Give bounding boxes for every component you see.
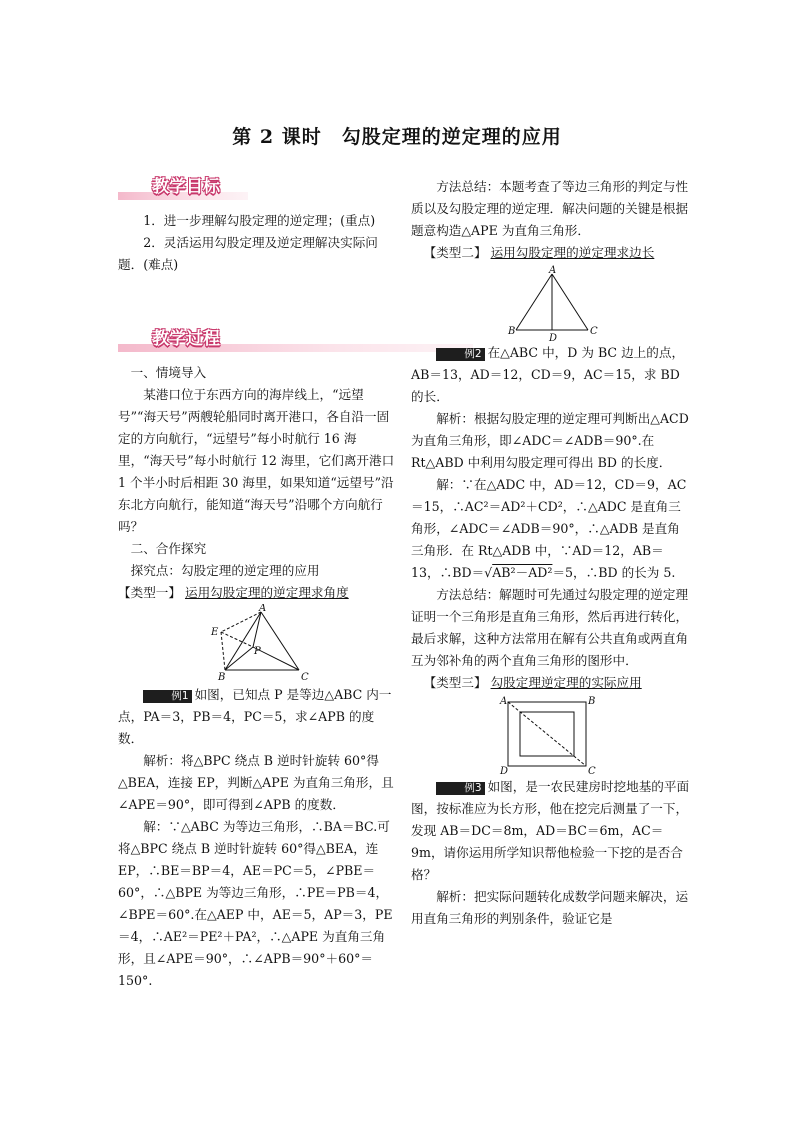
- example3: [411, 776, 691, 886]
- example2-text: 在△ABC 中，D 为 BC 边上的点，AB＝13，AD＝12，CD＝9，AC＝15，求 BD 的长．: [411, 345, 685, 404]
- type1-heading: [118, 582, 398, 604]
- goal-banner: [118, 176, 398, 210]
- example2-solution: [411, 474, 691, 584]
- example1-text: 如图，已知点 P 是等边△ABC 内一点，PA＝3，PB＝4，PC＝5，求∠APB 的度数．: [118, 687, 392, 746]
- example2: [411, 342, 691, 408]
- section-heading: 一、情境导入: [130, 365, 207, 380]
- fig3-label-a: A: [500, 696, 508, 707]
- type2-heading: [411, 242, 691, 264]
- fig3-label-c: C: [588, 766, 596, 776]
- fig1-label-a: A: [259, 604, 267, 614]
- type2-title: 运用勾股定理的逆定理求边长: [490, 245, 655, 260]
- type2-bracket: 【类型二】: [423, 245, 487, 260]
- type1-bracket: 【类型一】: [118, 585, 181, 600]
- example1-analysis: 解析：将△BPC 绕点 B 逆时针旋转 60°得△BEA，连接 EP，判断△APE 为直角三角形，且∠APE＝90°，即可得到∠APB 的度数．: [118, 753, 394, 812]
- example2-badge: 例2: [436, 348, 484, 361]
- method-summary-1: 方法总结：本题考查了等边三角形的判定与性质以及勾股定理的逆定理．解决问题的关键是根据题意构造△APE 为直角三角形．: [411, 179, 689, 238]
- process-banner-text: 教学过程: [152, 329, 220, 349]
- example2-solution-part2: ＝5，∴BD 的长为 5.: [552, 565, 676, 580]
- type3-heading: [411, 672, 691, 694]
- right-column: [411, 176, 691, 930]
- example2-analysis: 解析：根据勾股定理的逆定理可判断出△ACD 为直角三角形，即∠ADC＝∠ADB＝90°.在 Rt△ABD 中利用勾股定理可得出 BD 的长度．: [411, 411, 689, 470]
- left-column: [118, 176, 398, 992]
- sqrt-radicand: AB²－AD²: [492, 565, 553, 580]
- method-summary-2: 方法总结：解题时可先通过勾股定理的逆定理证明一个三角形是直角三角形，然后再进行转化，最后求解，这种方法常用在解有公共直角或两直角互为邻补角的两个直角三角形的图形中．: [411, 587, 689, 668]
- example1: [118, 684, 398, 750]
- type3-title: 勾股定理逆定理的实际应用: [490, 675, 642, 690]
- example2-solution-part1: 解：∵在△ADC 中，AD＝12，CD＝9，AC＝15，∴AC²＝AD²＋CD²，∴△ADC 是直角三角形，∠ADC＝∠ADB＝90°，∴△ADB 是直角三角形．在 Rt△ADB 中，∵AD＝12，AB＝13，∴BD＝: [411, 477, 687, 580]
- intro-text: 某港口位于东西方向的海岸线上，“远望号”“海天号”两艘轮船同时离开港口，各自沿一固定的方向航行，“远望号”每小时航行 16 海里，“海天号”每小时航行 12 海里，它们离开港口 1 个半小时后相距 30 海里，如果知道“远望号”沿东北方向航行，能知道“海天号”沿哪个方向航行吗？: [118, 387, 395, 534]
- example3-text: 如图，是一农民建房时挖地基的平面图，按标准应为长方形，他在挖完后测量了一下，发现 AB＝DC＝8m，AD＝BC＝6m，AC＝9m，请你运用所学知识帮他检验一下挖的是否合格？: [411, 779, 690, 882]
- example1-badge: 例1: [143, 690, 191, 703]
- explore-point: 探究点：勾股定理的逆定理的应用: [130, 563, 320, 578]
- fig2-label-a: A: [549, 265, 557, 276]
- type3-bracket: 【类型三】: [423, 675, 487, 690]
- page-title: 第 2 课时 勾股定理的逆定理的应用: [232, 126, 562, 148]
- goal-banner-text: 教学目标: [152, 177, 220, 197]
- fig1-label-e: E: [211, 627, 219, 638]
- fig2-label-b: B: [508, 326, 516, 337]
- process-banner: [118, 328, 398, 362]
- foundation-plan-figure: [496, 694, 606, 776]
- example3-badge: 例3: [436, 782, 484, 795]
- type1-title: 运用勾股定理的逆定理求角度: [184, 585, 349, 600]
- fig1-label-b: B: [218, 672, 226, 683]
- example1-solution: 解：∵△ABC 为等边三角形，∴BA＝BC.可将△BPC 绕点 B 逆时针旋转 60°得△BEA，连 EP，∴BE＝BP＝4，AE＝PC＝5，∠PBE＝60°，∴△BPE 为等边三角形，∴PE＝PB＝4，∠BPE＝60°.在△AEP 中，AE＝5，AP＝3，PE＝4，∴AE²＝PE²＋PA²，∴△APE 为直角三角形，且∠APE＝90°，∴∠APB＝90°＋60°＝150°.: [118, 819, 393, 988]
- fig2-label-c: C: [590, 326, 598, 337]
- sqrt-expression: √AB²－AD²: [484, 565, 553, 580]
- example3-analysis: 解析：把实际问题转化成数学问题来解决，运用直角三角形的判别条件，验证它是: [411, 889, 689, 926]
- equilateral-triangle-figure: [203, 604, 313, 684]
- goal-item: 2．灵活运用勾股定理及逆定理解决实际问题．(难点): [118, 235, 378, 272]
- section-heading: 二、合作探究: [130, 541, 207, 556]
- triangle-abc-figure: [496, 264, 606, 342]
- fig1-label-c: C: [301, 672, 309, 683]
- goal-item: 1．进一步理解勾股定理的逆定理；(重点): [143, 213, 376, 228]
- fig2-label-d: D: [549, 333, 558, 342]
- fig3-label-b: B: [588, 696, 596, 707]
- fig3-label-d: D: [500, 766, 509, 776]
- fig1-label-p: P: [254, 646, 261, 657]
